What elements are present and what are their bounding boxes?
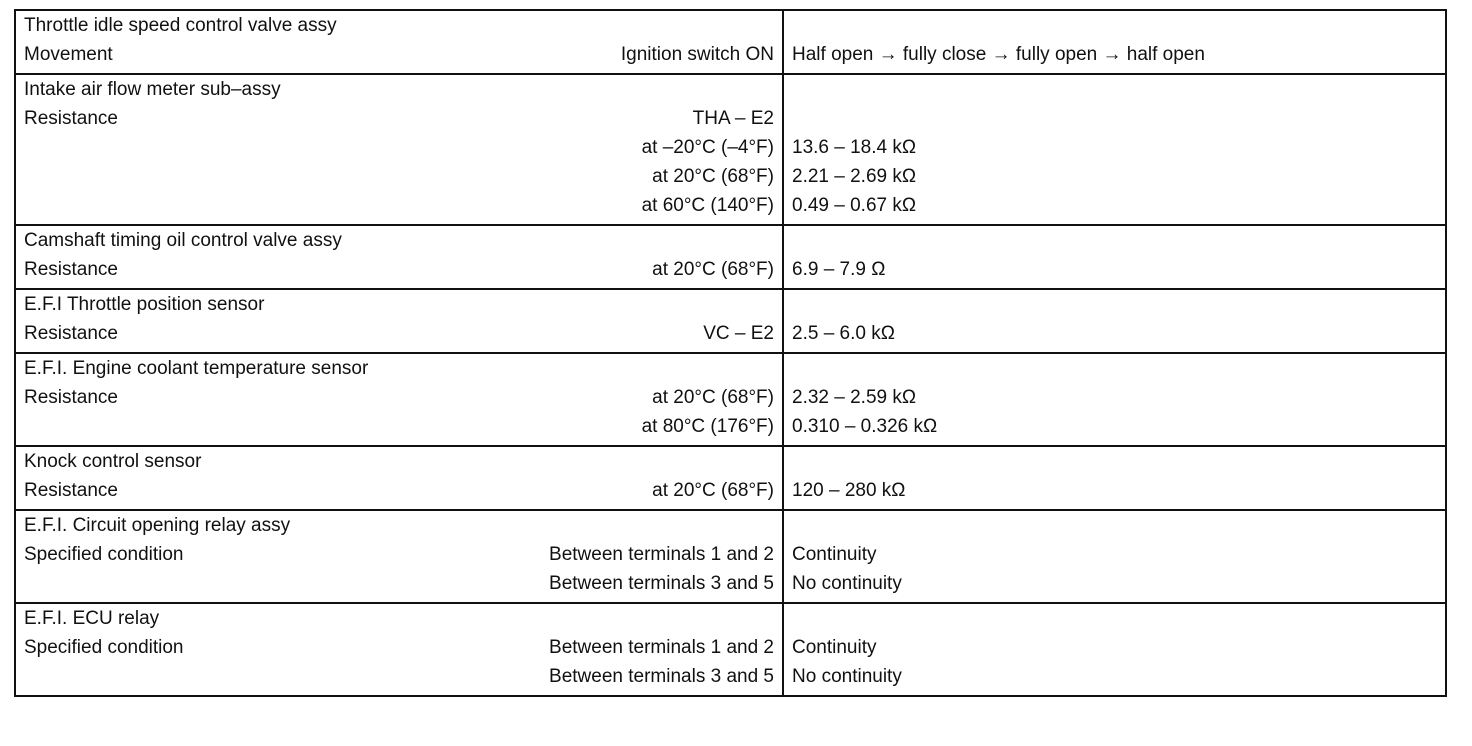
spec-row xyxy=(24,319,782,348)
value-column xyxy=(784,511,1445,602)
value-column xyxy=(784,354,1445,445)
spec-value: Continuity xyxy=(792,544,877,565)
test-condition: Between terminals 3 and 5 xyxy=(549,573,774,594)
test-condition: at 20°C (68°F) xyxy=(652,387,774,408)
value-column xyxy=(784,11,1445,73)
test-condition: THA – E2 xyxy=(692,108,774,129)
value-column xyxy=(784,75,1445,224)
value-column xyxy=(784,447,1445,509)
spec-row xyxy=(24,104,782,133)
test-condition: Between terminals 1 and 2 xyxy=(549,544,774,565)
component-title: E.F.I. Engine coolant temperature sensor xyxy=(24,358,369,379)
spec-row xyxy=(24,40,782,69)
component-title: Camshaft timing oil control valve assy xyxy=(24,230,342,251)
spec-section xyxy=(16,509,1445,602)
spec-row xyxy=(24,383,782,412)
spec-value: No continuity xyxy=(792,573,902,594)
value-column xyxy=(784,604,1445,695)
spec-value: 0.49 – 0.67 kΩ xyxy=(792,195,917,216)
spec-row xyxy=(24,476,782,505)
test-condition: at 80°C (176°F) xyxy=(641,416,774,437)
parameter-label: Resistance xyxy=(24,480,118,501)
spec-row xyxy=(24,191,782,220)
spec-row xyxy=(24,412,782,441)
test-condition: at –20°C (–4°F) xyxy=(641,137,774,158)
spec-value: Half open → fully close → fully open → half open xyxy=(792,44,1205,65)
spec-row xyxy=(24,540,782,569)
parameter-label: Resistance xyxy=(24,323,118,344)
parameter-label: Resistance xyxy=(24,259,118,280)
component-title: E.F.I Throttle position sensor xyxy=(24,294,265,315)
value-column xyxy=(784,290,1445,352)
spec-section xyxy=(16,11,1445,73)
component-column xyxy=(16,511,784,602)
spec-row xyxy=(24,133,782,162)
component-column xyxy=(16,604,784,695)
component-title: Throttle idle speed control valve assy xyxy=(24,15,337,36)
spec-value: No continuity xyxy=(792,666,902,687)
parameter-label: Specified condition xyxy=(24,637,184,658)
spec-value: 2.32 – 2.59 kΩ xyxy=(792,387,917,408)
test-condition: at 60°C (140°F) xyxy=(641,195,774,216)
spec-row xyxy=(24,162,782,191)
spec-table xyxy=(14,9,1447,697)
test-condition: at 20°C (68°F) xyxy=(652,480,774,501)
component-column xyxy=(16,290,784,352)
spec-value: 2.21 – 2.69 kΩ xyxy=(792,166,917,187)
spec-section xyxy=(16,602,1445,695)
spec-row xyxy=(24,662,782,691)
test-condition: Between terminals 1 and 2 xyxy=(549,637,774,658)
spec-value: 13.6 – 18.4 kΩ xyxy=(792,137,917,158)
parameter-label: Specified condition xyxy=(24,544,184,565)
test-condition: at 20°C (68°F) xyxy=(652,166,774,187)
test-condition: Between terminals 3 and 5 xyxy=(549,666,774,687)
spec-value: 6.9 – 7.9 Ω xyxy=(792,259,886,280)
spec-value: 2.5 – 6.0 kΩ xyxy=(792,323,895,344)
component-column xyxy=(16,226,784,288)
spec-row xyxy=(24,633,782,662)
component-column xyxy=(16,354,784,445)
parameter-label: Resistance xyxy=(24,387,118,408)
value-column xyxy=(784,226,1445,288)
component-title: Knock control sensor xyxy=(24,451,202,472)
spec-value xyxy=(792,104,1445,133)
spec-value: 120 – 280 kΩ xyxy=(792,480,906,501)
spec-section xyxy=(16,445,1445,509)
spec-value: 0.310 – 0.326 kΩ xyxy=(792,416,938,437)
component-column xyxy=(16,447,784,509)
component-title: E.F.I. ECU relay xyxy=(24,608,160,629)
component-title: E.F.I. Circuit opening relay assy xyxy=(24,515,291,536)
spec-value: Continuity xyxy=(792,637,877,658)
test-condition: at 20°C (68°F) xyxy=(652,259,774,280)
component-column xyxy=(16,11,784,73)
test-condition: Ignition switch ON xyxy=(620,44,774,65)
spec-row xyxy=(24,569,782,598)
parameter-label: Resistance xyxy=(24,108,118,129)
test-condition: VC – E2 xyxy=(703,323,774,344)
spec-section xyxy=(16,224,1445,288)
spec-section xyxy=(16,352,1445,445)
component-title: Intake air flow meter sub–assy xyxy=(24,79,281,100)
parameter-label: Movement xyxy=(24,44,113,65)
spec-row xyxy=(24,255,782,284)
component-column xyxy=(16,75,784,224)
spec-section xyxy=(16,73,1445,224)
spec-section xyxy=(16,288,1445,352)
